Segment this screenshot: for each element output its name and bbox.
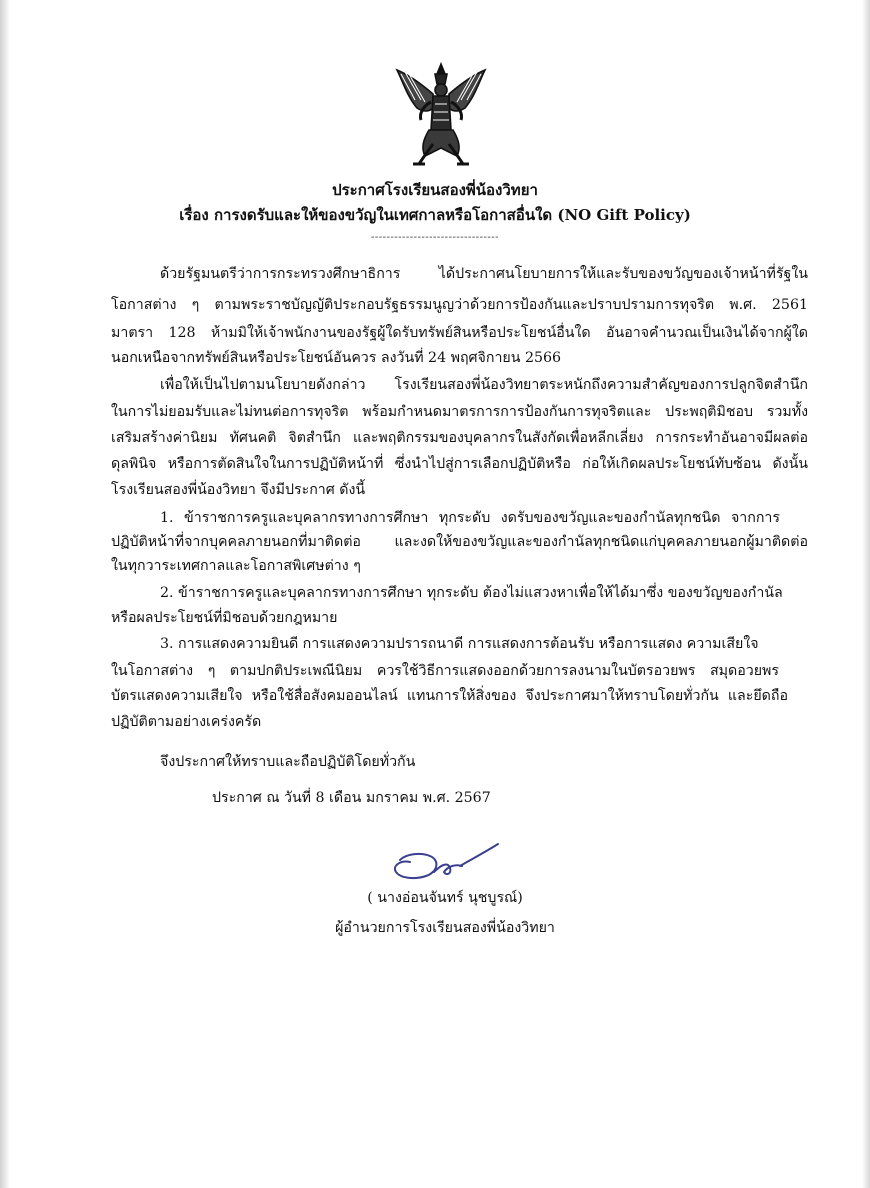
item3-line2: ในโอกาสต่าง ๆ ตามปกติประเพณีนิยม ควรใช้วิธีการแสดงออกด้วยการลงนามในบัตรอวยพร สมุดอวยพร: [111, 663, 779, 679]
garuda-emblem-icon: [393, 60, 489, 170]
announcement-date: ประกาศ ณ วันที่ 8 เดือน มกราคม พ.ศ. 2567: [212, 790, 491, 806]
announcement-title: ประกาศโรงเรียนสองพี่น้องวิทยา: [332, 181, 538, 199]
item1-line2: ปฏิบัติหน้าที่จากบุคคลภายนอกที่มาติดต่อ และงดให้ของขวัญและของกำนัลทุกชนิดแก่บุคคลภายนอกผู้มาติดต่อ: [111, 534, 808, 550]
signature-image: [386, 838, 506, 888]
item3-line4: ปฏิบัติตามอย่างเคร่งครัด: [111, 714, 262, 730]
para2-line5: โรงเรียนสองพี่น้องวิทยา จึงมีประกาศ ดังนี้: [111, 482, 366, 498]
item1-line3: ในทุกวาระเทศกาลและโอกาสพิเศษต่าง ๆ: [111, 558, 361, 574]
item2-line1: 2. ข้าราชการครูและบุคลากรทางการศึกษา ทุกระดับ ต้องไม่แสวงหาเพื่อให้ได้มาซึ่ง ของขวัญของกำนัล: [160, 585, 783, 601]
closing-statement: จึงประกาศให้ทราบและถือปฏิบัติโดยทั่วกัน: [160, 754, 416, 770]
para1-line4: นอกเหนือจากทรัพย์สินหรือประโยชน์อันควร ลงวันที่ 24 พฤศจิกายน 2566: [111, 350, 562, 366]
item2-line2: หรือผลประโยชน์ที่มิชอบด้วยกฎหมาย: [111, 610, 338, 626]
item1-line1: 1. ข้าราชการครูและบุคลากรทางการศึกษา ทุกระดับ งดรับของขวัญและของกำนัลทุกชนิด จากการ: [160, 510, 780, 526]
signer-name: ( นางอ่อนจันทร์ นุชบูรณ์): [367, 890, 523, 906]
para2-line4: ดุลพินิจ หรือการตัดสินใจในการปฏิบัติหน้าที่ ซึ่งนำไปสู่การเลือกปฏิบัติหรือ ก่อให้เกิดผลประโยชน์ทับซ้อน ดังนั้น: [111, 456, 808, 472]
item3-line3: บัตรแสดงความเสียใจ หรือใช้สื่อสังคมออนไลน์ แทนการให้สิ่งของ จึงประกาศมาให้ทราบโดยทั่วกัน และยึดถือ: [111, 688, 788, 704]
para2-line3: เสริมสร้างค่านิยม ทัศนคติ จิตสำนึก และพฤติกรรมของบุคลากรในสังกัดเพื่อหลีกเลี่ยง การกระทำอันอาจมีผลต่อ: [111, 430, 808, 446]
para2-line2: ในการไม่ยอมรับและไม่ทนต่อการทุจริต พร้อมกำหนดมาตรการการป้องกันการทุจริตและ ประพฤติมิชอบ รวมทั้ง: [111, 404, 808, 420]
para1-line3: มาตรา 128 ห้ามมิให้เจ้าพนักงานของรัฐผู้ใดรับทรัพย์สินหรือประโยชน์อื่นใด อันอาจคำนวณเป็นเงินได้จากผู้ใด: [111, 325, 808, 341]
item3-line1: 3. การแสดงความยินดี การแสดงความปรารถนาดี การแสดงการต้อนรับ หรือการแสดง ความเสียใจ: [160, 636, 759, 652]
para1-line2: โอกาสต่าง ๆ ตามพระราชบัญญัติประกอบรัฐธรรมนูญว่าด้วยการป้องกันและปราบปรามการทุจริต พ.ศ. 2561: [111, 297, 808, 313]
signer-position: ผู้อำนวยการโรงเรียนสองพี่น้องวิทยา: [335, 920, 555, 936]
para1-line1: ด้วยรัฐมนตรีว่าการกระทรวงศึกษาธิการ ได้ประกาศนโยบายการให้และรับของขวัญของเจ้าหน้าที่รัฐใน: [160, 266, 808, 282]
title-separator: ---------------------------------: [370, 232, 499, 243]
para2-line1: เพื่อให้เป็นไปตามนโยบายดังกล่าว โรงเรียนสองพี่น้องวิทยาตระหนักถึงความสำคัญของการปลูกจิตสำนึก: [160, 377, 808, 393]
announcement-subject: เรื่อง การงดรับและให้ของขวัญในเทศกาลหรือโอกาสอื่นใด (NO Gift Policy): [179, 206, 691, 224]
